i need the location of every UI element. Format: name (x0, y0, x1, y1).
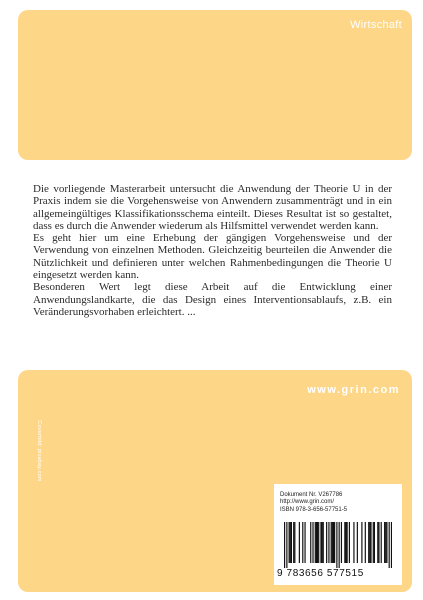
barcode-bar (293, 522, 294, 563)
barcode-box (274, 484, 402, 585)
barcode-bar (353, 522, 354, 563)
barcode-bar (381, 522, 382, 563)
barcode-bar (333, 522, 334, 563)
barcode-bar (347, 522, 348, 563)
barcode-bar (384, 522, 385, 563)
top-color-panel (18, 10, 412, 160)
barcode-bar (328, 522, 329, 563)
barcode-bar (310, 522, 311, 563)
barcode-bar (386, 522, 387, 563)
barcode-bar (332, 522, 333, 563)
category-label: Wirtschaft (350, 19, 402, 31)
publisher-url[interactable]: www.grin.com (307, 384, 400, 396)
barcode-bar (334, 522, 335, 563)
barcode-bar (385, 522, 386, 563)
document-link[interactable]: http://www.grin.com/ (280, 499, 335, 506)
barcode-bar (349, 522, 350, 563)
barcode-bar (286, 522, 287, 568)
abstract-paragraph-2: Es geht hier um eine Erhebung der gängigen Vorgehensweise und der Verwendung von einzelnen Methoden. Gleichzeitig beurteilen die Anwender die Nützlichkeit und definieren unter welchen Rahmenbedingungen die Theorie U eingesetzt werden kann. (33, 232, 392, 282)
barcode-bar (368, 522, 369, 563)
barcode-bar (345, 522, 346, 563)
isbn-number: ISBN 978-3-656-57751-5 (280, 506, 348, 513)
document-number: Dokument Nr. V267786 (280, 492, 343, 498)
barcode-bar (299, 522, 300, 563)
barcode-bar (320, 522, 321, 563)
barcode-image (284, 522, 392, 568)
barcode-bar (361, 522, 362, 563)
barcode-bar (312, 522, 313, 563)
barcode-bar (374, 522, 375, 563)
barcode-bar (294, 522, 295, 563)
barcode-bar (336, 522, 337, 568)
barcode-digits: 9 783656 577515 (277, 568, 364, 579)
barcode-bar (323, 522, 324, 563)
barcode-bar (389, 522, 390, 568)
barcode-bar (377, 522, 378, 563)
abstract-paragraph-3: Besonderen Wert legt diese Arbeit auf die Entwicklung einer Anwendungslandkarte, die das Design eines Interventionsablaufs, z.B. ein Veränderungsvorhaben erleichtert. ... (33, 281, 392, 318)
barcode-bar (322, 522, 323, 563)
barcode-bar (318, 522, 319, 563)
barcode-bar (357, 522, 358, 563)
barcode-bar (302, 522, 303, 563)
barcode-bar (365, 522, 366, 563)
document-info (280, 492, 347, 514)
barcode-bar (315, 522, 316, 563)
barcode-bar (339, 522, 340, 568)
barcode-bar (370, 522, 371, 563)
bottom-color-panel (18, 370, 412, 592)
barcode-bar (378, 522, 379, 563)
barcode-bar (290, 522, 291, 563)
barcode-bar (391, 522, 392, 568)
barcode-bar (344, 522, 345, 563)
barcode-bar (304, 522, 305, 563)
barcode-bar (331, 522, 332, 563)
barcode-bar (289, 522, 290, 563)
barcode-bar (341, 522, 342, 563)
cover-image-credit: Coverbild: pixabay.com (36, 420, 42, 482)
barcode-bar (373, 522, 374, 563)
barcode-bar (284, 522, 285, 568)
barcode-bar (326, 522, 327, 563)
barcode-bar (317, 522, 318, 563)
barcode-bar (291, 522, 292, 563)
abstract-text (33, 183, 392, 318)
barcode-bar (369, 522, 370, 563)
barcode-bar (316, 522, 317, 563)
abstract-paragraph-1: Die vorliegende Masterarbeit untersucht die Anwendung der Theorie U in der Praxis indem sie die Vorgehensweise von Anwendern zusammenträgt und in ein allgemeingültiges Klassifikationsschema einteilt. Dieses Resultat ist so gestaltet, dass es durch die Anwender wiederum als Hilfsmittel verwendet werden kann. (33, 183, 392, 232)
